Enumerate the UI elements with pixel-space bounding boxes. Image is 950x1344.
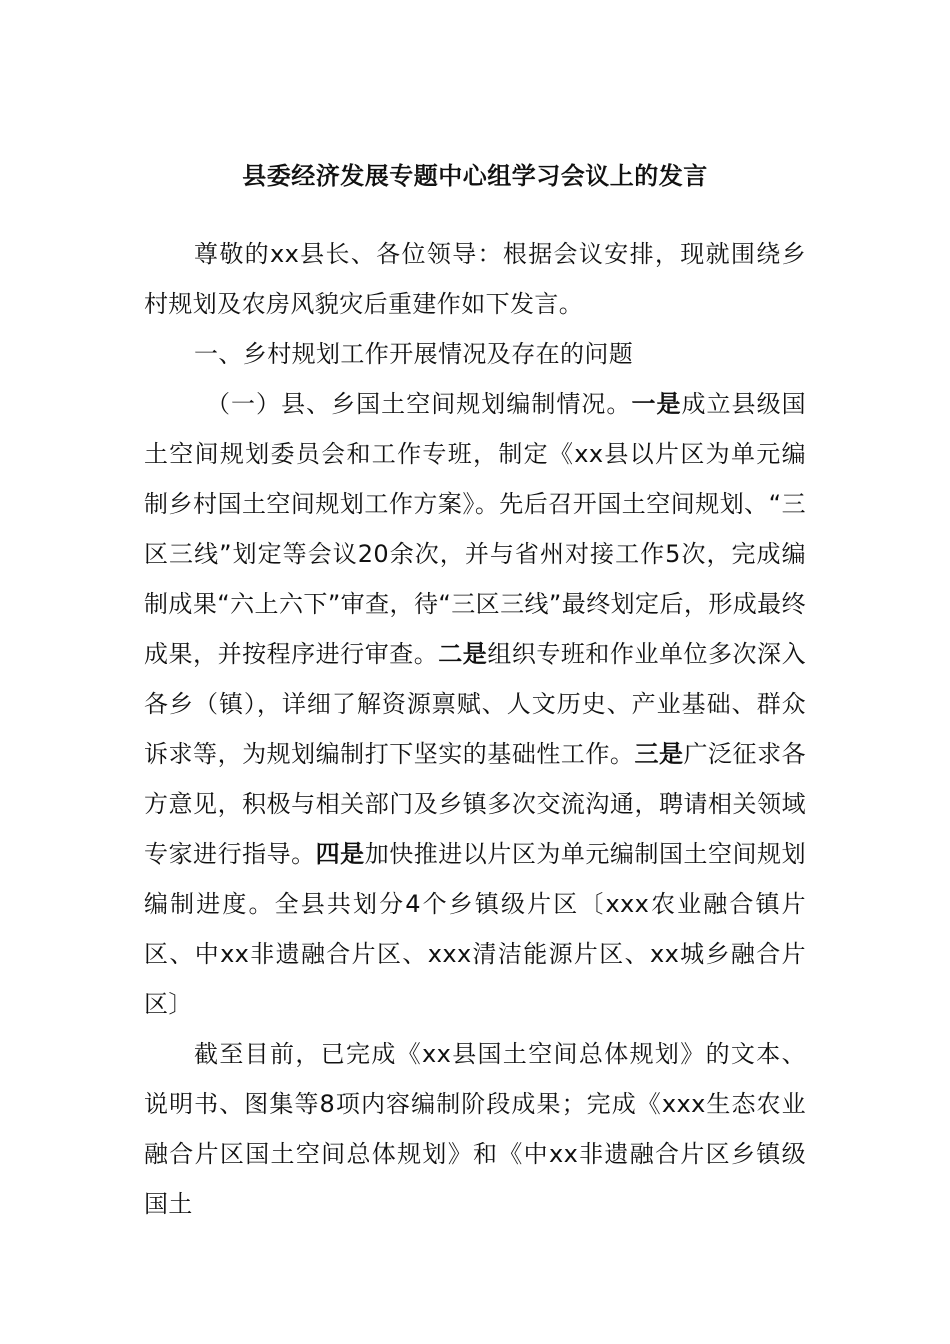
point-text-4: 加快推进以片区为单元编制国土空间规划编制进度。全县共划分4个乡镇级片区〔xxx农业融合镇片区、中xx非遗融合片区、xxx清洁能源片区、xx城乡融合片区〕: [144, 840, 806, 1018]
greeting-paragraph: 尊敬的xx县长、各位领导：根据会议安排，现就围绕乡村规划及农房风貌灾后重建作如下发言。: [144, 240, 806, 318]
subsection-paragraph: [144, 379, 806, 1029]
section-heading: 一、乡村规划工作开展情况及存在的问题: [194, 340, 634, 368]
point-text-1: 成立县级国土空间规划委员会和工作专班，制定《xx县以片区为单元编制乡村国土空间规划工作方案》。先后召开国土空间规划、“三区三线”划定等会议20余次，并与省州对接工作5次，完成编制成果“六上六下”审查，待“三区三线”最终划定后，形成最终成果，并按程序进行审查。: [144, 390, 806, 668]
document-title: 县委经济发展专题中心组学习会议上的发言: [242, 162, 708, 190]
point-marker-1: 一是: [631, 390, 682, 418]
document-body: [144, 229, 806, 1229]
point-marker-2: 二是: [438, 640, 488, 668]
point-text-2: 组织专班和作业单位多次深入各乡（镇），详细了解资源禀赋、人文历史、产业基础、群众诉求等，为规划编制打下坚实的基础性工作。: [144, 640, 806, 768]
progress-paragraph: 截至目前，已完成《xx县国土空间总体规划》的文本、说明书、图集等8项内容编制阶段成果；完成《xxx生态农业融合片区国土空间总体规划》和《中xx非遗融合片区乡镇级国土: [144, 1040, 806, 1218]
point-marker-3: 三是: [634, 740, 684, 768]
point-text-3: 广泛征求各方意见，积极与相关部门及乡镇多次交流沟通，聘请相关领域专家进行指导。: [144, 740, 806, 868]
point-marker-4: 四是: [315, 840, 365, 868]
subsection-lead: （一）县、乡国土空间规划编制情况。: [206, 390, 632, 418]
